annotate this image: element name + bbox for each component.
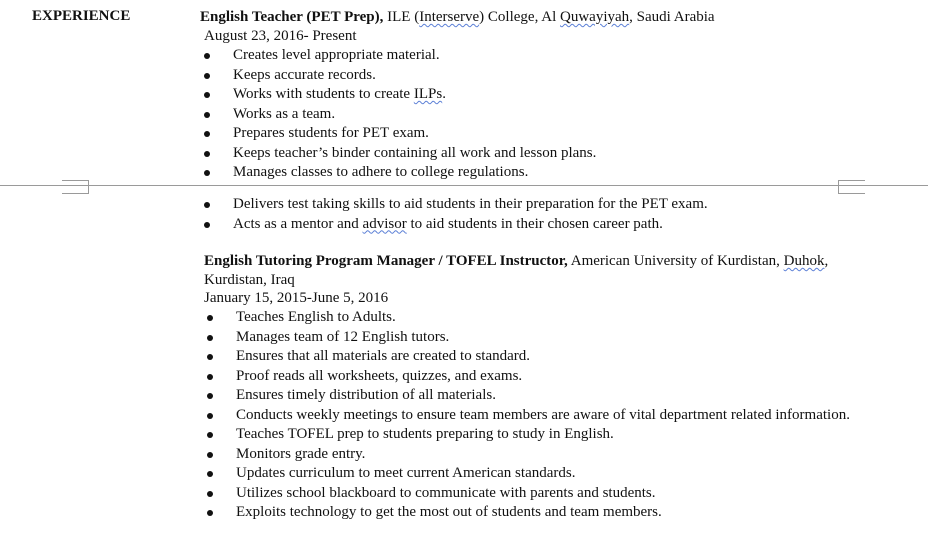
job-1-org: ILE (Interserve) College, Al Quwayiyah, Saudi Arabia bbox=[387, 9, 715, 25]
job-2-header bbox=[204, 252, 828, 271]
job-2-title: English Tutoring Program Manager / TOFEL Instructor, bbox=[204, 253, 568, 269]
list-item: Proof reads all worksheets, quizzes, and exams. bbox=[207, 367, 850, 387]
page-break-line bbox=[0, 185, 928, 186]
job-2-dates: January 15, 2015-June 5, 2016 bbox=[204, 290, 389, 306]
list-item: Teaches English to Adults. bbox=[207, 308, 850, 328]
list-item: Ensures that all materials are created to standard. bbox=[207, 347, 850, 367]
job-1-dates: August 23, 2016- Present bbox=[204, 28, 357, 44]
list-item: Exploits technology to get the most out of students and team members. bbox=[207, 503, 850, 523]
list-item: Delivers test taking skills to aid students in their preparation for the PET exam. bbox=[204, 195, 708, 215]
job-1-header bbox=[200, 8, 715, 27]
list-item: Updates curriculum to meet current American standards. bbox=[207, 464, 850, 484]
list-item: Conducts weekly meetings to ensure team members are aware of vital department related information. bbox=[207, 406, 850, 426]
job-2-org: American University of Kurdistan, Duhok, bbox=[567, 253, 829, 269]
section-label-experience: EXPERIENCE bbox=[32, 8, 131, 24]
list-item: Keeps accurate records. bbox=[204, 66, 596, 86]
job-2-bullet-list bbox=[207, 308, 850, 523]
list-item: Keeps teacher’s binder containing all work and lesson plans. bbox=[204, 144, 596, 164]
list-item: Utilizes school blackboard to communicate with parents and students. bbox=[207, 484, 850, 504]
job-1-bullet-list-continued bbox=[204, 195, 708, 234]
list-item: Ensures timely distribution of all materials. bbox=[207, 386, 850, 406]
list-item: Teaches TOFEL prep to students preparing to study in English. bbox=[207, 425, 850, 445]
right-margin-marker[interactable] bbox=[838, 180, 865, 194]
list-item: Acts as a mentor and advisor to aid students in their chosen career path. bbox=[204, 215, 708, 235]
list-item: Works as a team. bbox=[204, 105, 596, 125]
list-item: Monitors grade entry. bbox=[207, 445, 850, 465]
list-item: Works with students to create ILPs. bbox=[204, 85, 596, 105]
list-item: Prepares students for PET exam. bbox=[204, 124, 596, 144]
list-item: Creates level appropriate material. bbox=[204, 46, 596, 66]
job-1-title: English Teacher (PET Prep), bbox=[200, 9, 384, 25]
job-2-location-line2: Kurdistan, Iraq bbox=[204, 272, 295, 288]
list-item: Manages team of 12 English tutors. bbox=[207, 328, 850, 348]
left-margin-marker[interactable] bbox=[62, 180, 89, 194]
list-item: Manages classes to adhere to college regulations. bbox=[204, 163, 596, 183]
job-1-bullet-list bbox=[204, 46, 596, 183]
